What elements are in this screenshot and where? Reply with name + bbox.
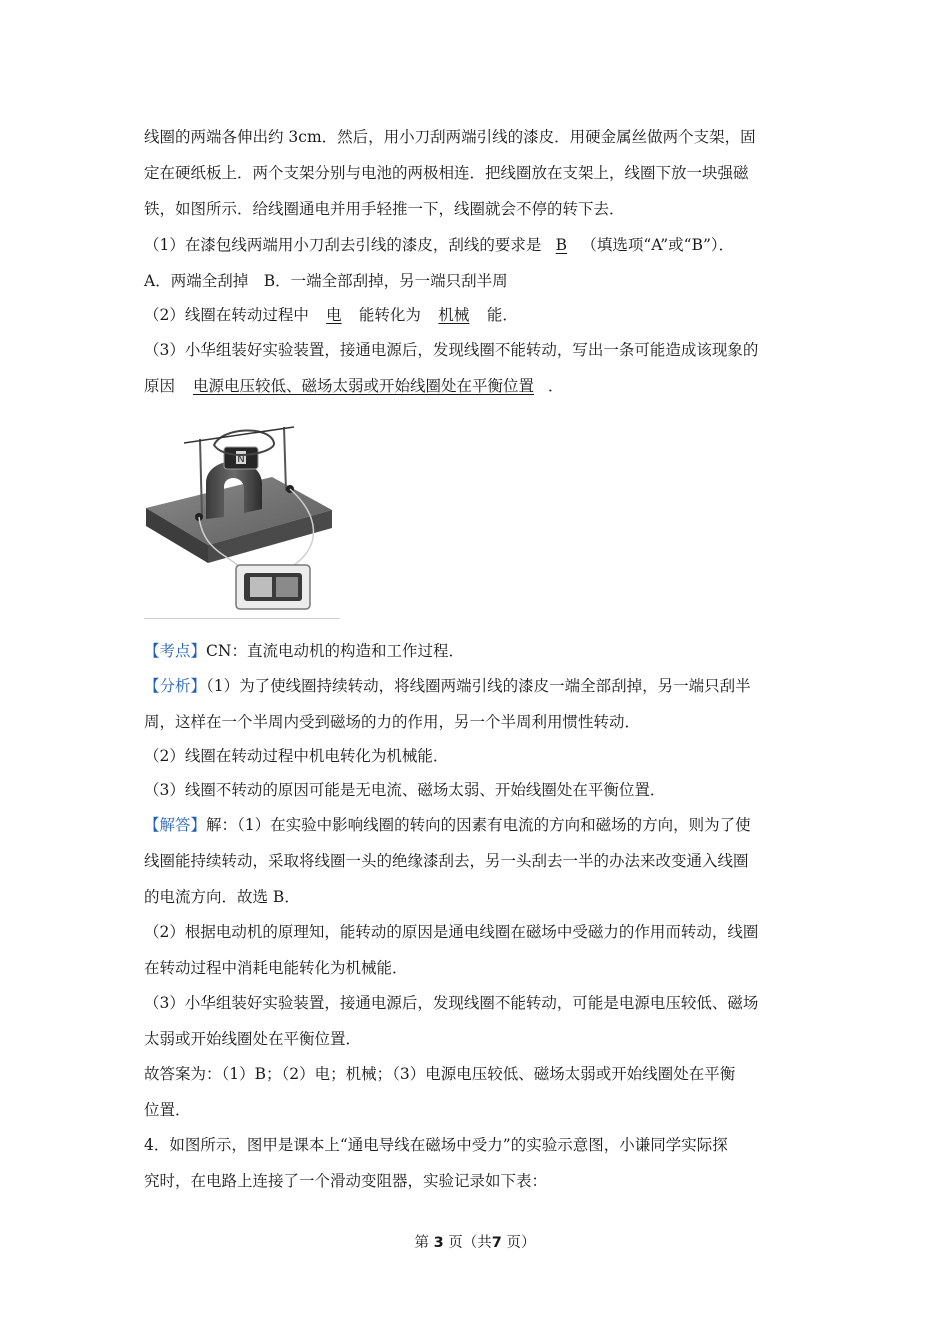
page-number: 3 bbox=[433, 1235, 444, 1251]
text-line: 周，这样在一个半周内受到磁场的力的作用，另一个半周利用惯性转动． bbox=[144, 713, 641, 731]
text-line: 的电流方向．故选 B． bbox=[144, 888, 300, 906]
footer-text: 页（共 bbox=[448, 1235, 492, 1251]
answer-blank: 机械 bbox=[438, 306, 470, 324]
text-line: 故答案为：（1）B；（2）电；机械；（3）电源电压较低、磁场太弱或开始线圈处在平衡 bbox=[144, 1065, 736, 1083]
question-3-line1: （3）小华组装好实验装置，接通电源后，发现线圈不能转动，写出一条可能造成该现象的 bbox=[144, 341, 759, 359]
fenxi-tag: 【分析】 bbox=[144, 677, 207, 695]
kaodian-tag: 【考点】 bbox=[144, 642, 207, 660]
page-total: 7 bbox=[491, 1235, 502, 1251]
answer-blank: B bbox=[555, 236, 568, 254]
kaodian-text: CN：直流电动机的构造和工作过程． bbox=[206, 642, 464, 660]
question-text: （2）线圈在转动过程中 bbox=[144, 306, 309, 324]
jieda-tag: 【解答】 bbox=[144, 816, 207, 834]
answer-options: A．两端全刮掉 B．一端全部刮掉，另一端只刮半周 bbox=[144, 272, 508, 290]
fenxi-text: （1）为了使线圈持续转动，将线圈两端引线的漆皮一端全部刮掉，另一端只刮半 bbox=[206, 677, 751, 695]
text-line: 太弱或开始线圈处在平衡位置． bbox=[144, 1030, 362, 1048]
text-line: 4．如图所示，图甲是课本上“通电导线在磁场中受力”的实验示意图，小谦同学实际探 bbox=[144, 1136, 728, 1154]
text-line: 线圈能持续转动，采取将线圈一头的绝缘漆刮去，另一头刮去一半的办法来改变通入线圈 bbox=[144, 852, 749, 870]
motor-illustration bbox=[144, 405, 340, 619]
answer-blank: 电源电压较低、磁场太弱或开始线圈处在平衡位置 bbox=[193, 377, 535, 395]
text-line: 铁，如图所示．给线圈通电并用手轻推一下，线圈就会不停的转下去． bbox=[144, 200, 625, 218]
text-line: 定在硬纸板上．两个支架分别与电池的两极相连．把线圈放在支架上，线圈下放一块强磁 bbox=[144, 164, 749, 182]
text-line: （2）线圈在转动过程中机电转化为机械能． bbox=[144, 747, 449, 765]
jieda-text: 解：（1）在实验中影响线圈的转向的因素有电流的方向和磁场的方向，则为了使 bbox=[206, 816, 751, 834]
question-1 bbox=[144, 235, 734, 255]
fenxi-line1 bbox=[144, 676, 751, 696]
question-text: 原因 bbox=[144, 377, 176, 395]
magnet-pole-label: N bbox=[237, 454, 245, 465]
figure-divider bbox=[144, 618, 340, 619]
question-text: （填选项“A”或“B”）． bbox=[581, 236, 735, 254]
footer-text: 第 bbox=[414, 1235, 429, 1251]
text-line: 位置． bbox=[144, 1101, 191, 1119]
motor-apparatus-figure bbox=[144, 405, 340, 619]
answer-blank: 电 bbox=[326, 306, 342, 324]
text-line: 线圈的两端各伸出约 3cm．然后，用小刀刮两端引线的漆皮．用硬金属丝做两个支架，固 bbox=[144, 128, 756, 146]
question-text: ． bbox=[548, 377, 564, 395]
text-line: 究时，在电路上连接了一个滑动变阻器，实验记录如下表： bbox=[144, 1172, 548, 1190]
text-line: 在转动过程中消耗电能转化为机械能． bbox=[144, 959, 408, 977]
question-3 bbox=[144, 376, 564, 396]
question-text: 能转化为 bbox=[358, 306, 421, 324]
text-line: （2）根据电动机的原理知，能转动的原因是通电线圈在磁场中受磁力的作用而转动，线圈 bbox=[144, 923, 759, 941]
page-footer bbox=[0, 1231, 950, 1252]
question-2 bbox=[144, 305, 518, 325]
jieda-line1 bbox=[144, 815, 751, 835]
question-text: （1）在漆包线两端用小刀刮去引线的漆皮，刮线的要求是 bbox=[144, 236, 542, 254]
footer-text: 页） bbox=[506, 1235, 536, 1251]
kaodian-section bbox=[144, 641, 464, 661]
question-text: 能． bbox=[486, 306, 518, 324]
text-line: （3）小华组装好实验装置，接通电源后，发现线圈不能转动，可能是电源电压较低、磁场 bbox=[144, 994, 759, 1012]
text-line: （3）线圈不转动的原因可能是无电流、磁场太弱、开始线圈处在平衡位置． bbox=[144, 781, 666, 799]
